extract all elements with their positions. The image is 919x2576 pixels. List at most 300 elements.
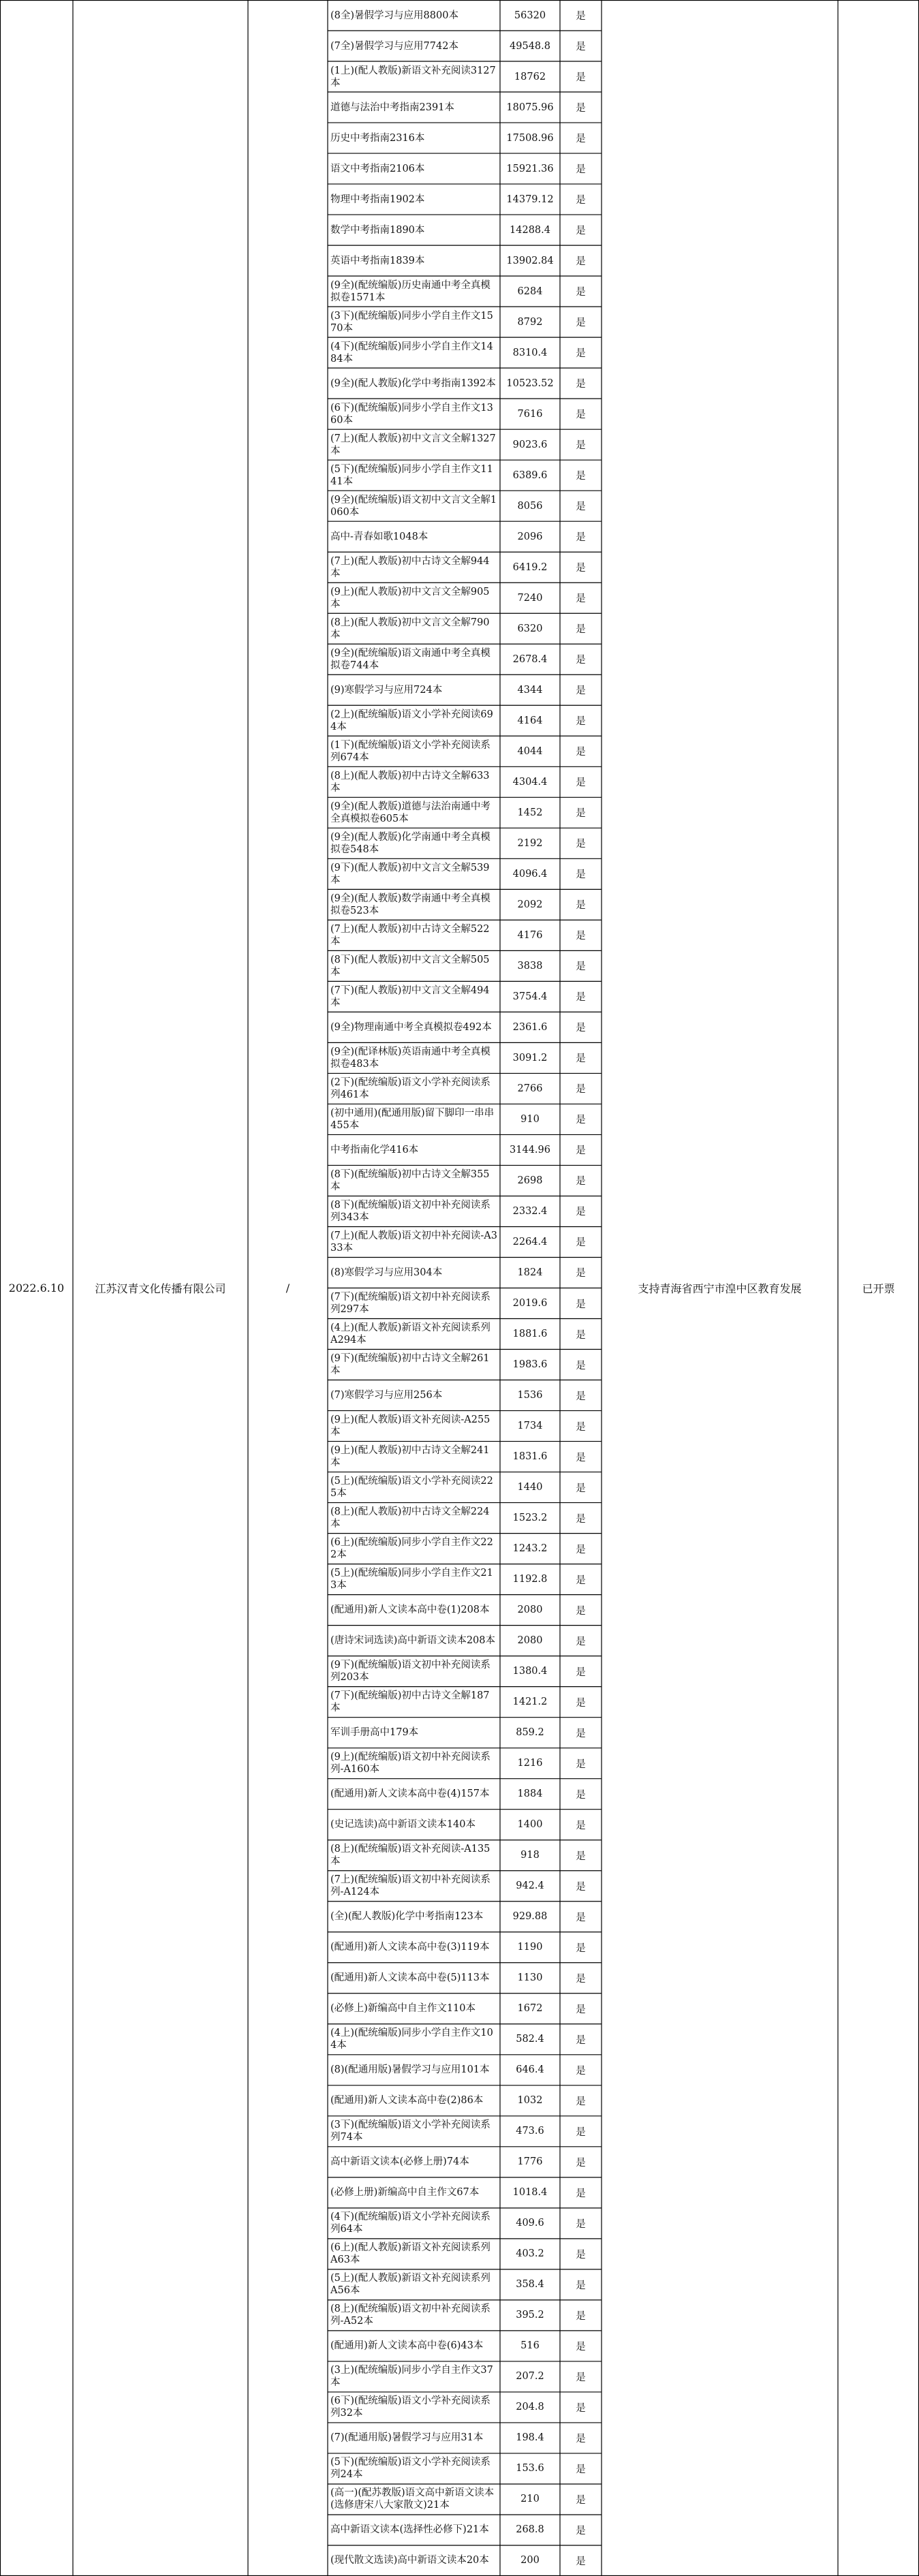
item-flag: 是 xyxy=(576,1299,586,1310)
item-flag: 是 xyxy=(576,2402,586,2414)
item-amount: 1881.6 xyxy=(512,1329,548,1339)
item-flag: 是 xyxy=(576,72,586,84)
item-amount: 9023.6 xyxy=(512,439,548,450)
item-flag: 是 xyxy=(576,2433,586,2445)
item-name: (配通用)新人文读本高中卷(5)113本 xyxy=(330,1972,490,1984)
item-flag: 是 xyxy=(576,1268,586,1279)
table-row xyxy=(328,307,602,337)
table-row xyxy=(328,2116,602,2147)
item-flag: 是 xyxy=(576,1053,586,1065)
item-amount: 3838 xyxy=(517,960,543,972)
item-amount: 582.4 xyxy=(516,2034,544,2045)
item-flag: 是 xyxy=(576,195,586,206)
item-name: 高中-青春如歌1048本 xyxy=(330,531,429,542)
item-amount: 646.4 xyxy=(516,2064,544,2076)
item-flag: 是 xyxy=(576,1912,586,1923)
item-name: (9下)(配统编版)初中古诗文全解261本 xyxy=(330,1353,490,1377)
table-row xyxy=(328,460,602,491)
item-flag: 是 xyxy=(576,655,586,666)
item-name: (配通用)新人文读本高中卷(2)86本 xyxy=(330,2095,484,2107)
table-row xyxy=(328,1748,602,1779)
item-name: (5上)(配统编版)同步小学自主作文213本 xyxy=(330,1568,493,1592)
item-amount: 18762 xyxy=(514,71,546,82)
item-name: 历史中考指南2316本 xyxy=(330,132,425,144)
item-flag: 是 xyxy=(576,2494,586,2506)
item-name: (7下)(配统编版)初中古诗文全解187本 xyxy=(330,1690,490,1714)
item-amount: 6389.6 xyxy=(512,469,548,481)
item-flag: 是 xyxy=(576,2188,586,2199)
item-flag: 是 xyxy=(576,777,586,789)
item-flag: 是 xyxy=(576,348,586,360)
item-name: (7下)(配人教版)初中文言文全解494本 xyxy=(330,984,490,1008)
item-amount: 1884 xyxy=(517,1788,543,1800)
table-row xyxy=(328,521,602,552)
table-row xyxy=(328,1810,602,1840)
table-row xyxy=(328,2392,602,2423)
item-name: (4下)(配统编版)同步小学自主作文1484本 xyxy=(330,341,493,364)
item-name: (5下)(配统编版)语文小学补充阅读系列24本 xyxy=(330,2457,490,2481)
item-flag: 是 xyxy=(576,1820,586,1831)
item-flag: 是 xyxy=(576,379,586,390)
table-row xyxy=(328,1380,602,1411)
item-name: (1上)(配人教版)新语文补充阅读3127本 xyxy=(330,65,496,89)
item-name: (8上)(配人教版)初中文言文全解790本 xyxy=(330,617,490,640)
table-row xyxy=(328,2545,602,2576)
table-row xyxy=(328,1196,602,1226)
item-amount: 4176 xyxy=(517,929,543,941)
table-row xyxy=(328,2147,602,2177)
table-row xyxy=(328,981,602,1012)
item-amount: 14288.4 xyxy=(510,224,550,236)
item-flag: 是 xyxy=(576,2157,586,2169)
item-flag: 是 xyxy=(576,1942,586,1954)
item-amount: 18075.96 xyxy=(506,102,554,113)
table-row xyxy=(328,153,602,184)
item-name: (7上)(配人教版)初中文言文全解1327本 xyxy=(330,433,496,456)
table-row xyxy=(328,920,602,950)
item-amount: 7240 xyxy=(517,592,543,604)
item-flag: 是 xyxy=(576,2249,586,2261)
item-name: (2上)(配统编版)语文小学补充阅读694本 xyxy=(330,709,493,732)
item-flag: 是 xyxy=(576,716,586,728)
table-row xyxy=(328,950,602,981)
item-name: (必修上册)新编高中自主作文67本 xyxy=(330,2187,480,2199)
item-name: 英语中考指南1839本 xyxy=(330,255,425,266)
item-name: (5上)(配人教版)新语文补充阅读系列A56本 xyxy=(330,2273,490,2297)
item-name: (高一)(配苏教版)语文高中新语文读本(选修唐宋八大家散文)21本 xyxy=(330,2487,495,2511)
table-row xyxy=(328,2453,602,2484)
item-amount: 3091.2 xyxy=(512,1052,548,1064)
table-row xyxy=(328,644,602,674)
item-amount: 1130 xyxy=(517,1972,543,1984)
item-name: (8全)暑假学习与应用8800本 xyxy=(330,10,458,21)
item-amount: 1734 xyxy=(517,1421,543,1432)
item-amount: 4164 xyxy=(517,715,543,726)
item-amount: 6284 xyxy=(517,285,543,297)
item-amount: 1523.2 xyxy=(512,1512,548,1524)
table-row xyxy=(328,491,602,521)
item-amount: 1421.2 xyxy=(512,1696,548,1708)
table-row xyxy=(328,1134,602,1165)
item-name: (8下)(配人教版)初中文言文全解505本 xyxy=(330,954,490,978)
item-amount: 7616 xyxy=(517,408,543,420)
item-amount: 4344 xyxy=(517,684,543,696)
table-row xyxy=(328,429,602,460)
item-amount: 2698 xyxy=(517,1175,543,1186)
table-row xyxy=(328,828,602,858)
slash-cell: / xyxy=(285,1282,290,1294)
item-flag: 是 xyxy=(576,747,586,758)
item-amount: 200 xyxy=(520,2555,540,2566)
table-row xyxy=(328,399,602,429)
item-flag: 是 xyxy=(576,2464,586,2475)
item-amount: 2096 xyxy=(517,531,543,542)
item-flag: 是 xyxy=(576,1391,586,1402)
item-amount: 1190 xyxy=(517,1942,543,1953)
item-name: (5下)(配统编版)同步小学自主作文1141本 xyxy=(330,463,493,487)
item-flag: 是 xyxy=(576,471,586,482)
item-amount: 4096.4 xyxy=(512,868,548,880)
item-name: (4上)(配人教版)新语文补充阅读系列A294本 xyxy=(330,1322,490,1346)
item-amount: 1831.6 xyxy=(512,1451,548,1463)
item-amount: 1400 xyxy=(517,1819,543,1831)
item-name: (9全)(配人教版)数学南通中考全真模拟卷523本 xyxy=(330,893,490,916)
table-row xyxy=(328,368,602,399)
item-amount: 14379.12 xyxy=(506,193,554,205)
table-row xyxy=(328,2361,602,2392)
item-name: (5上)(配统编版)语文小学补充阅读225本 xyxy=(330,1476,493,1500)
table-row xyxy=(328,2208,602,2239)
table-row xyxy=(328,736,602,766)
item-name: (9上)(配统编版)语文初中补充阅读系列-A160本 xyxy=(330,1752,490,1775)
item-amount: 2080 xyxy=(517,1635,543,1647)
item-flag: 是 xyxy=(576,1666,586,1678)
item-amount: 516 xyxy=(520,2340,540,2352)
item-amount: 17508.96 xyxy=(506,132,554,144)
item-amount: 3144.96 xyxy=(510,1144,550,1155)
item-name: 高中新语文读本(选择性必修下)21本 xyxy=(330,2524,489,2536)
item-flag: 是 xyxy=(576,2525,586,2536)
item-flag: 是 xyxy=(576,900,586,912)
item-flag: 是 xyxy=(576,1115,586,1126)
item-name: (2下)(配统编版)语文小学补充阅读系列461本 xyxy=(330,1076,490,1100)
item-flag: 是 xyxy=(576,1789,586,1801)
item-amount: 15921.36 xyxy=(506,163,554,174)
item-flag: 是 xyxy=(576,287,586,298)
item-amount: 395.2 xyxy=(516,2310,544,2321)
item-name: (8上)(配人教版)初中古诗文全解633本 xyxy=(330,770,490,794)
item-name: (6下)(配统编版)语文小学补充阅读系列32本 xyxy=(330,2395,490,2419)
table-row xyxy=(328,1626,602,1656)
item-amount: 2361.6 xyxy=(512,1021,548,1033)
item-name: (唐诗宋词选读)高中新语文读本208本 xyxy=(330,1635,495,1647)
item-amount: 198.4 xyxy=(516,2432,544,2444)
item-amount: 2092 xyxy=(517,899,543,910)
item-name: (必修上)新编高中自主作文110本 xyxy=(330,2003,476,2015)
item-amount: 4044 xyxy=(517,745,543,757)
table-row xyxy=(328,889,602,920)
item-flag: 是 xyxy=(576,1544,586,1555)
table-row xyxy=(328,1993,602,2024)
item-name: (6下)(配统编版)同步小学自主作文1360本 xyxy=(330,402,493,426)
table-row xyxy=(328,2423,602,2453)
item-amount: 13902.84 xyxy=(506,255,554,266)
item-name: (9全)(配人教版)化学中考指南1392本 xyxy=(330,377,496,389)
item-amount: 2192 xyxy=(517,837,543,849)
item-flag: 是 xyxy=(576,42,586,52)
table-row xyxy=(328,1656,602,1687)
item-flag: 是 xyxy=(576,2372,586,2383)
item-flag: 是 xyxy=(576,1574,586,1586)
table-row xyxy=(328,2055,602,2085)
table-row xyxy=(328,2239,602,2269)
item-name: (7)寒假学习与应用256本 xyxy=(330,1390,443,1401)
item-flag: 是 xyxy=(576,2065,586,2077)
item-flag: 是 xyxy=(576,1084,586,1096)
item-flag: 是 xyxy=(576,624,586,636)
item-name: (8下)(配统编版)语文初中补充阅读系列343本 xyxy=(330,1199,490,1223)
item-amount: 2678.4 xyxy=(512,653,548,665)
item-amount: 1983.6 xyxy=(512,1359,548,1371)
item-amount: 6320 xyxy=(517,623,543,634)
item-flag: 是 xyxy=(576,1452,586,1463)
item-flag: 是 xyxy=(576,2096,586,2107)
item-flag: 是 xyxy=(576,2341,586,2353)
item-name: (配通用)新人文读本高中卷(1)208本 xyxy=(330,1604,490,1616)
item-name: (配通用)新人文读本高中卷(4)157本 xyxy=(330,1788,490,1800)
item-flag: 是 xyxy=(576,134,586,145)
item-amount: 942.4 xyxy=(516,1880,544,1892)
item-amount: 1452 xyxy=(517,807,543,818)
item-flag: 是 xyxy=(576,839,586,850)
item-name: (全)(配人教版)化学中考指南123本 xyxy=(330,1911,484,1923)
item-flag: 是 xyxy=(576,2280,586,2291)
table-row xyxy=(328,2269,602,2300)
item-name: (9下)(配统编版)语文初中补充阅读系列203本 xyxy=(330,1660,490,1683)
item-flag: 是 xyxy=(576,593,586,605)
item-flag: 是 xyxy=(576,11,586,22)
item-flag: 是 xyxy=(576,226,586,237)
item-name: (8)(配通用版)暑假学习与应用101本 xyxy=(330,2064,490,2076)
item-name: (现代散文选读)高中新语文读本20本 xyxy=(330,2555,489,2566)
item-name: (7上)(配人教版)初中古诗文全解944本 xyxy=(330,555,490,579)
item-name: (配通用)新人文读本高中卷(3)119本 xyxy=(330,1942,490,1953)
item-flag: 是 xyxy=(576,501,586,513)
item-flag: 是 xyxy=(576,1360,586,1371)
item-name: (8上)(配统编版)语文补充阅读-A135本 xyxy=(330,1844,490,1867)
item-flag: 是 xyxy=(576,1636,586,1647)
item-flag: 是 xyxy=(576,1881,586,1893)
table-row xyxy=(328,123,602,153)
item-amount: 403.2 xyxy=(516,2248,544,2260)
table-row xyxy=(328,1963,602,1993)
item-amount: 910 xyxy=(520,1113,540,1125)
item-flag: 是 xyxy=(576,1176,586,1188)
item-flag: 是 xyxy=(576,256,586,268)
table-row xyxy=(328,337,602,368)
item-flag: 是 xyxy=(576,1728,586,1739)
item-flag: 是 xyxy=(576,409,586,421)
item-name: (初中通用)(配通用版)留下脚印一串串455本 xyxy=(330,1107,495,1131)
item-amount: 268.8 xyxy=(516,2524,544,2536)
item-amount: 1243.2 xyxy=(512,1543,548,1555)
item-flag: 是 xyxy=(576,2004,586,2015)
item-name: (3上)(配统编版)同步小学自主作文37本 xyxy=(330,2365,493,2389)
item-flag: 是 xyxy=(576,1023,586,1034)
status-cell: 已开票 xyxy=(862,1282,895,1295)
item-amount: 49548.8 xyxy=(510,40,550,52)
item-name: 数学中考指南1890本 xyxy=(330,224,425,236)
table-row xyxy=(328,2331,602,2361)
item-amount: 1216 xyxy=(517,1758,543,1769)
table-row xyxy=(328,1257,602,1288)
item-flag: 是 xyxy=(576,1973,586,1985)
item-amount: 409.6 xyxy=(516,2218,544,2229)
item-amount: 2080 xyxy=(517,1604,543,1616)
table-row xyxy=(328,245,602,276)
table-row xyxy=(328,1042,602,1073)
table-row xyxy=(328,1687,602,1718)
item-flag: 是 xyxy=(576,1483,586,1494)
table-row xyxy=(328,1932,602,1963)
table-row xyxy=(328,61,602,92)
item-name: (3下)(配统编版)语文小学补充阅读系列74本 xyxy=(330,2120,490,2143)
item-flag: 是 xyxy=(576,103,586,114)
item-name: 军训手册高中179本 xyxy=(330,1727,419,1739)
table-row xyxy=(328,1902,602,1932)
item-flag: 是 xyxy=(576,440,586,452)
item-amount: 358.4 xyxy=(516,2279,544,2291)
item-amount: 1018.4 xyxy=(512,2187,548,2199)
table-row xyxy=(328,2177,602,2208)
item-name: (9)寒假学习与应用724本 xyxy=(330,684,443,696)
item-flag: 是 xyxy=(576,2556,586,2567)
item-amount: 473.6 xyxy=(516,2126,544,2137)
table-row xyxy=(328,1442,602,1472)
table-row xyxy=(328,1288,602,1319)
item-name: (7上)(配人教版)初中古诗文全解522本 xyxy=(330,923,490,947)
item-flag: 是 xyxy=(576,808,586,820)
table-row xyxy=(328,1319,602,1350)
table-row xyxy=(328,1840,602,1871)
item-amount: 2332.4 xyxy=(512,1205,548,1217)
table-row xyxy=(328,276,602,307)
item-flag: 是 xyxy=(576,2218,586,2230)
item-amount: 10523.52 xyxy=(506,377,554,389)
table-row xyxy=(328,1104,602,1134)
item-flag: 是 xyxy=(576,1605,586,1617)
table-row xyxy=(328,184,602,215)
item-amount: 1032 xyxy=(517,2095,543,2107)
item-name: 中考指南化学416本 xyxy=(330,1144,419,1155)
item-amount: 1824 xyxy=(517,1267,543,1278)
table-row xyxy=(328,1534,602,1564)
table-row xyxy=(328,858,602,889)
table-row xyxy=(328,215,602,245)
table-row xyxy=(328,552,602,583)
item-amount: 1672 xyxy=(517,2003,543,2015)
table-row xyxy=(328,2024,602,2055)
item-amount: 1536 xyxy=(517,1390,543,1401)
item-flag: 是 xyxy=(576,532,586,544)
item-name: 语文中考指南2106本 xyxy=(330,163,425,174)
item-flag: 是 xyxy=(576,1145,586,1157)
table-row xyxy=(328,2484,602,2515)
table-row xyxy=(328,1503,602,1534)
table-row xyxy=(328,797,602,828)
item-name: (4下)(配统编版)语文小学补充阅读系列64本 xyxy=(330,2212,490,2235)
item-amount: 207.2 xyxy=(516,2371,544,2383)
item-amount: 3754.4 xyxy=(512,991,548,1002)
item-name: (4上)(配统编版)同步小学自主作文104本 xyxy=(330,2028,493,2051)
table-row xyxy=(328,1871,602,1902)
item-flag: 是 xyxy=(576,2034,586,2046)
item-name: (1下)(配统编版)语文小学补充阅读系列674本 xyxy=(330,739,490,763)
item-amount: 1380.4 xyxy=(512,1666,548,1677)
item-flag: 是 xyxy=(576,1697,586,1709)
table-row xyxy=(328,1012,602,1042)
item-amount: 918 xyxy=(520,1850,540,1861)
date-cell: 2022.6.10 xyxy=(8,1282,65,1294)
table-row xyxy=(328,1779,602,1810)
item-name: (9上)(配人教版)初中古诗文全解241本 xyxy=(330,1445,490,1469)
table-row xyxy=(328,583,602,613)
item-flag: 是 xyxy=(576,1513,586,1525)
item-amount: 4304.4 xyxy=(512,776,548,788)
item-name: (7全)暑假学习与应用7742本 xyxy=(330,40,458,52)
item-flag: 是 xyxy=(576,992,586,1004)
item-flag: 是 xyxy=(576,1207,586,1218)
table-row xyxy=(328,766,602,797)
item-name: (9下)(配人教版)初中文言文全解539本 xyxy=(330,862,490,886)
item-name: (7下)(配统编版)语文初中补充阅读系列297本 xyxy=(330,1292,490,1315)
item-name: 物理中考指南1902本 xyxy=(330,193,425,205)
item-amount: 1776 xyxy=(517,2156,543,2168)
table-row xyxy=(328,2515,602,2545)
item-name: (7)(配通用版)暑假学习与应用31本 xyxy=(330,2432,484,2444)
table-row xyxy=(328,1411,602,1442)
item-flag: 是 xyxy=(576,961,586,973)
item-amount: 1192.8 xyxy=(512,1574,548,1585)
table-row xyxy=(328,2300,602,2331)
table-row xyxy=(328,674,602,705)
table-row xyxy=(328,1165,602,1196)
company-cell: 江苏汉青文化传播有限公司 xyxy=(95,1282,226,1295)
table-row xyxy=(328,2085,602,2116)
table-row xyxy=(328,31,602,61)
item-amount: 204.8 xyxy=(516,2402,544,2413)
table-row xyxy=(328,705,602,736)
item-flag: 是 xyxy=(576,2126,586,2138)
item-name: (9全)物理南通中考全真模拟卷492本 xyxy=(330,1021,492,1033)
item-name: (9上)(配人教版)初中文言文全解905本 xyxy=(330,586,490,610)
item-name: 高中新语文读本(必修上册)74本 xyxy=(330,2156,469,2168)
item-name: (9全)(配译林版)英语南通中考全真模拟卷483本 xyxy=(330,1046,490,1070)
item-amount: 1440 xyxy=(517,1482,543,1493)
item-name: (7上)(配统编版)语文初中补充阅读系列-A124本 xyxy=(330,1874,490,1898)
item-amount: 210 xyxy=(520,2494,540,2505)
item-name: (8)寒假学习与应用304本 xyxy=(330,1267,443,1278)
table-row xyxy=(328,1595,602,1626)
item-name: (9全)(配统编版)历史南通中考全真模拟卷1571本 xyxy=(330,279,490,303)
table-row xyxy=(328,1564,602,1595)
item-name: (6上)(配统编版)同步小学自主作文222本 xyxy=(330,1537,493,1561)
item-name: (3下)(配统编版)同步小学自主作文1570本 xyxy=(330,310,493,334)
table-row xyxy=(328,1472,602,1503)
item-flag: 是 xyxy=(576,685,586,697)
item-name: (6上)(配人教版)新语文补充阅读系列A63本 xyxy=(330,2242,490,2266)
item-amount: 859.2 xyxy=(516,1727,544,1739)
